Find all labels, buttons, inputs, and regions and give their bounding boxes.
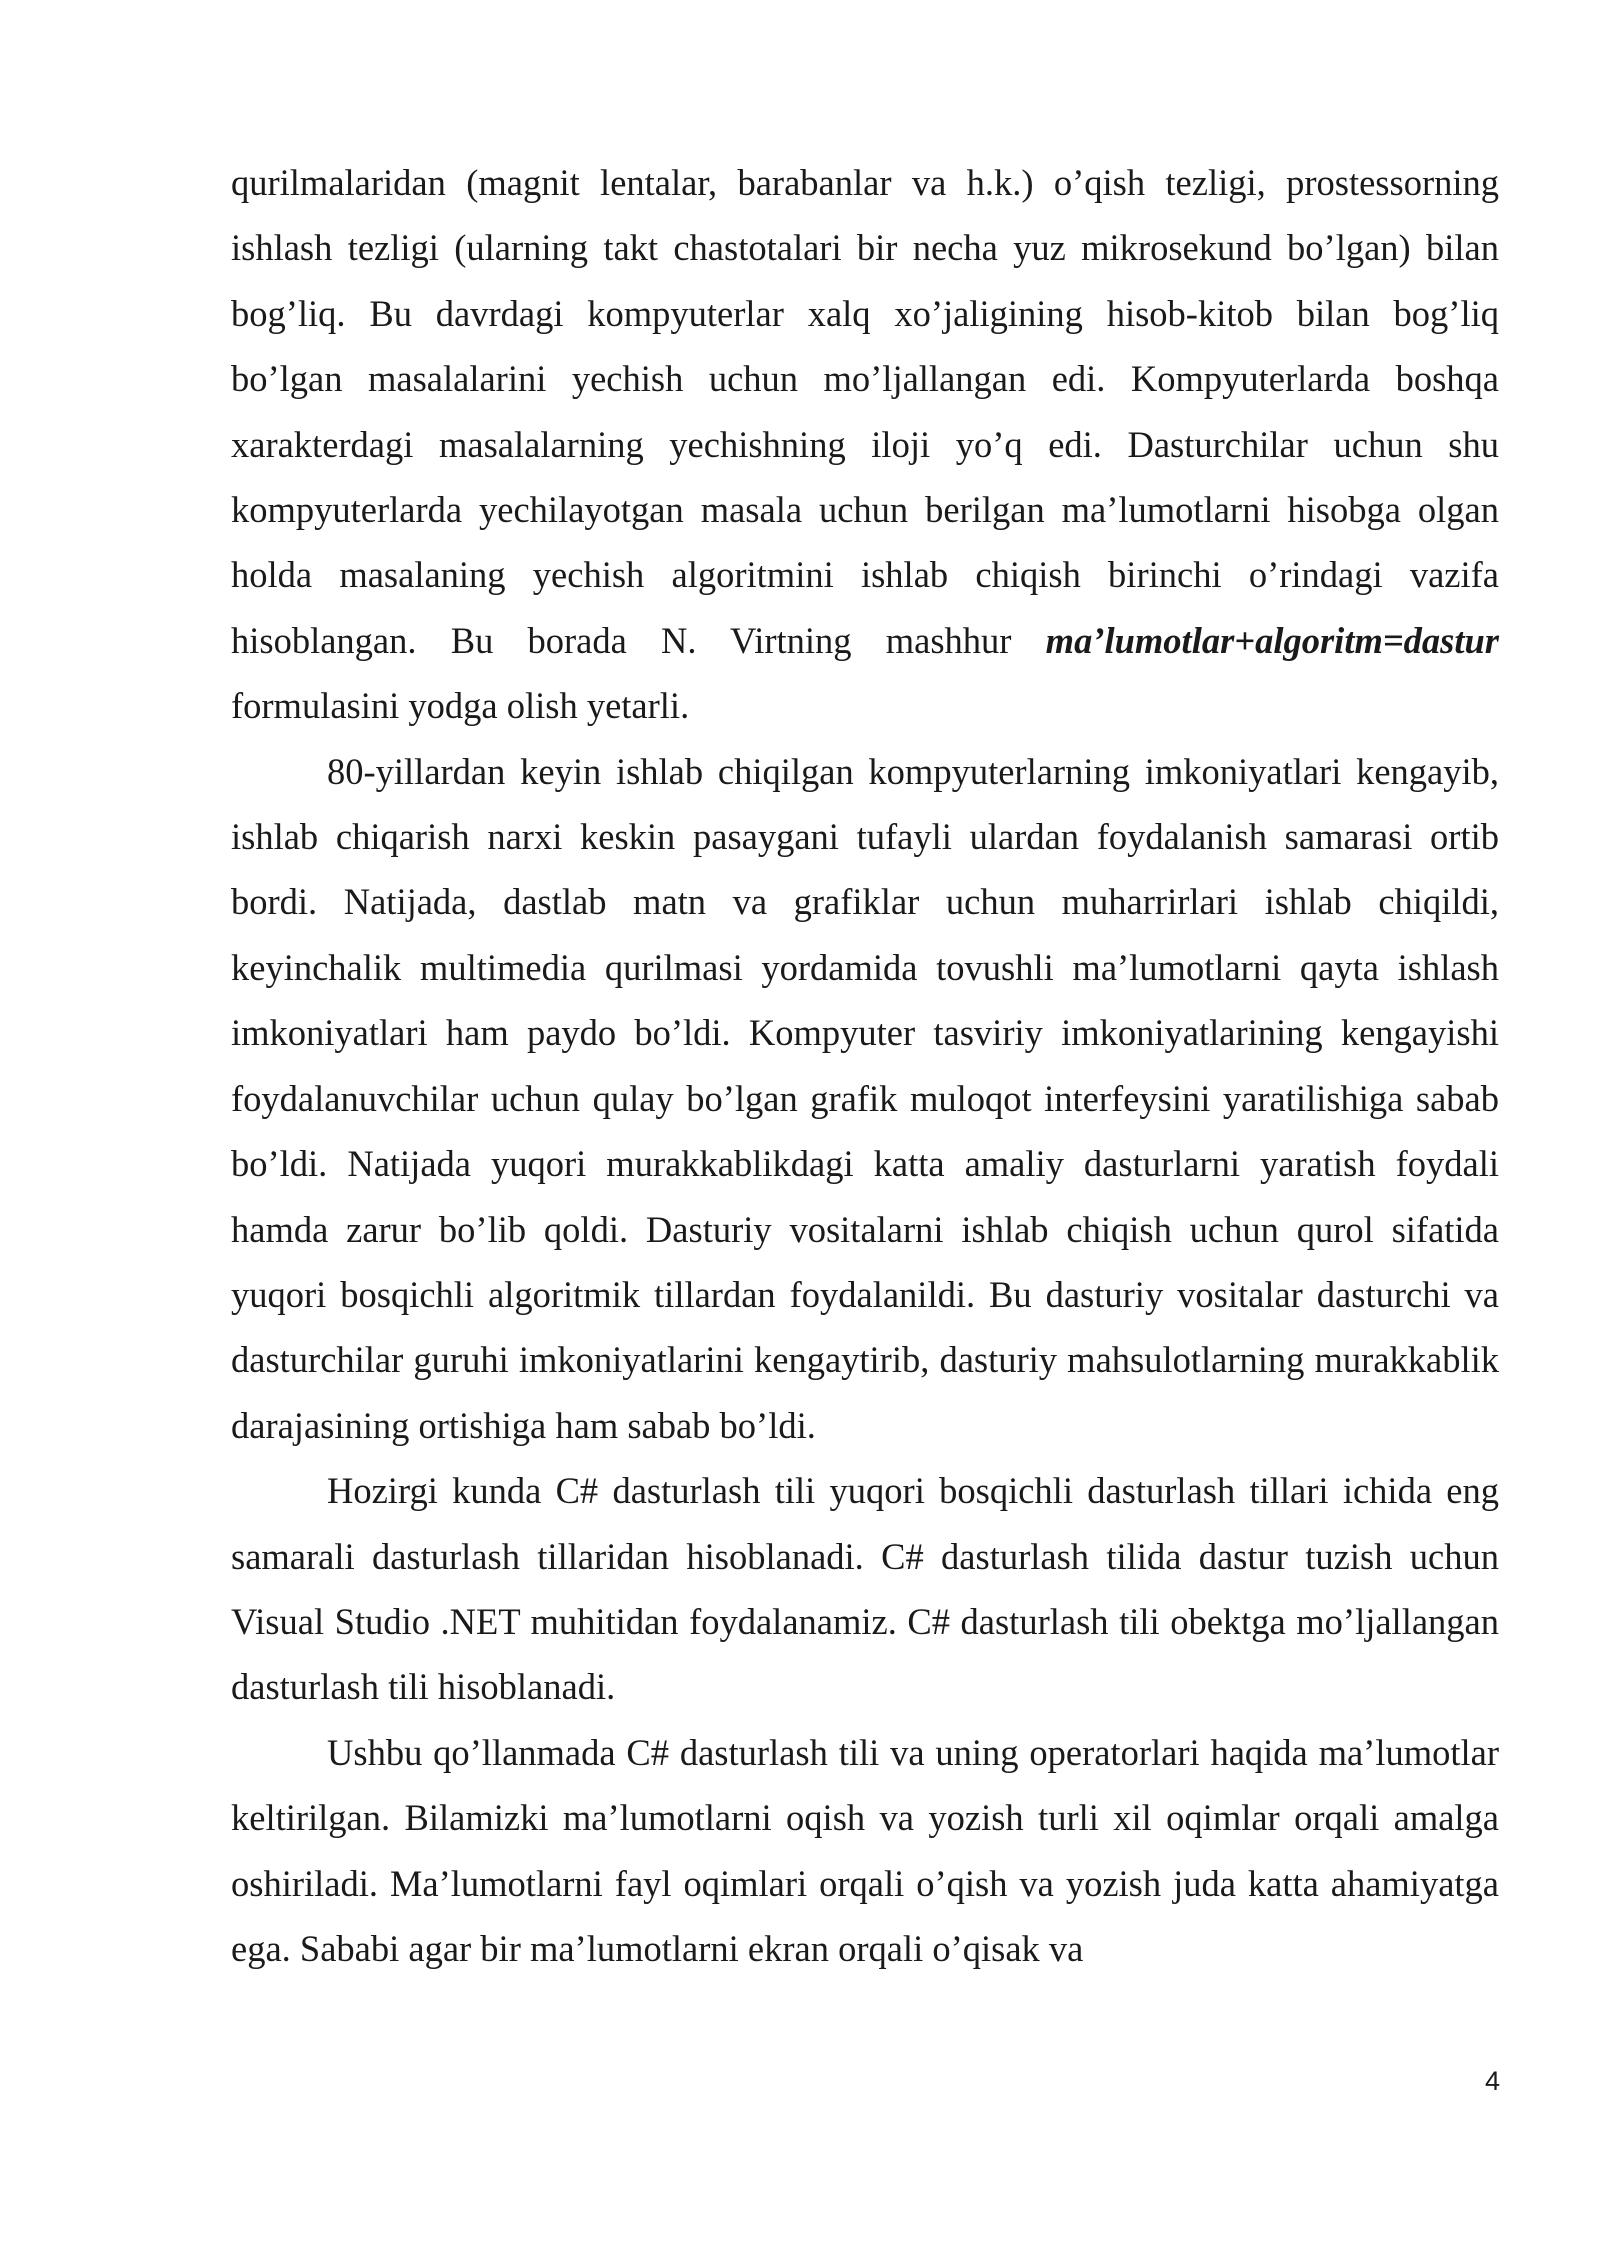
paragraph-1-text-a: qurilmalaridan (magnit lentalar, barabanlar va h.k.) o’qish tezligi, prostessorning ishlash tezligi (ularning takt chastotalari bir necha yuz mikrosekund bo’lgan) bilan bog’liq. Bu davrdagi kompyuterlar xalq xo’jaligining hisob-kitob bilan bog’liq bo’lgan masalalarini yechish uchun mo’ljallangan edi. Kompyuterlarda boshqa xarakterdagi masalalarning yechishning iloji yo’q edi. Dasturchilar uchun shu kompyuterlarda yechilayotgan masala uchun berilgan ma’lumotlarni hisobga olgan holda masalaning yechish algoritmini ishlab chiqish birinchi o’rindagi vazifa hisoblangan. Bu borada N. Virtning mashhur <box>231 162 1499 661</box>
paragraph-3-text: Hozirgi kunda C# dasturlash tili yuqori bosqichli dasturlash tillari ichida eng samarali dasturlash tillaridan hisoblanadi. C# dasturlash tilida dastur tuzish uchun Visual Studio .NET muhitidan foydalanamiz. C# dasturlash tili obektga mo’ljallangan dasturlash tili hisoblanadi. <box>231 1470 1499 1708</box>
paragraph-1-text-b: formulasini yodga olish yetarli. <box>231 685 690 727</box>
page-number: 4 <box>1484 2066 1500 2096</box>
paragraph-2 <box>231 739 1499 1458</box>
paragraph-4-text: Ushbu qo’llanmada C# dasturlash tili va uning operatorlari haqida ma’lumotlar keltirilgan. Bilamizki ma’lumotlarni oqish va yozish turli xil oqimlar orqali amalga oshiriladi. Ma’lumotlarni fayl oqimlari orqali o’qish va yozish juda katta ahamiyatga ega. Sababi agar bir ma’lumotlarni ekran orqali o’qisak va <box>231 1731 1499 1969</box>
paragraph-1 <box>231 150 1499 739</box>
paragraph-4 <box>231 1720 1499 1982</box>
formula-emphasis: ma’lumotlar+algoritm=dastur <box>1045 619 1499 661</box>
paragraph-3 <box>231 1458 1499 1720</box>
body-text <box>231 150 1499 1981</box>
paragraph-2-text: 80-yillardan keyin ishlab chiqilgan kompyuterlarning imkoniyatlari kengayib, ishlab chiqarish narxi keskin pasaygani tufayli ulardan foydalanish samarasi ortib bordi. Natijada, dastlab matn va grafiklar uchun muharrirlari ishlab chiqildi, keyinchalik multimedia qurilmasi yordamida tovushli ma’lumotlarni qayta ishlash imkoniyatlari ham paydo bo’ldi. Kompyuter tasviriy imkoniyatlarining kengayishi foydalanuvchilar uchun qulay bo’lgan grafik muloqot interfeysini yaratilishiga sabab bo’ldi. Natijada yuqori murakkablikdagi katta amaliy dasturlarni yaratish foydali hamda zarur bo’lib qoldi. Dasturiy vositalarni ishlab chiqish uchun qurol sifatida yuqori bosqichli algoritmik tillardan foydalanildi. Bu dasturiy vositalar dasturchi va dasturchilar guruhi imkoniyatlarini kengaytirib, dasturiy mahsulotlarning murakkablik darajasining ortishiga ham sabab bo’ldi. <box>231 750 1499 1446</box>
